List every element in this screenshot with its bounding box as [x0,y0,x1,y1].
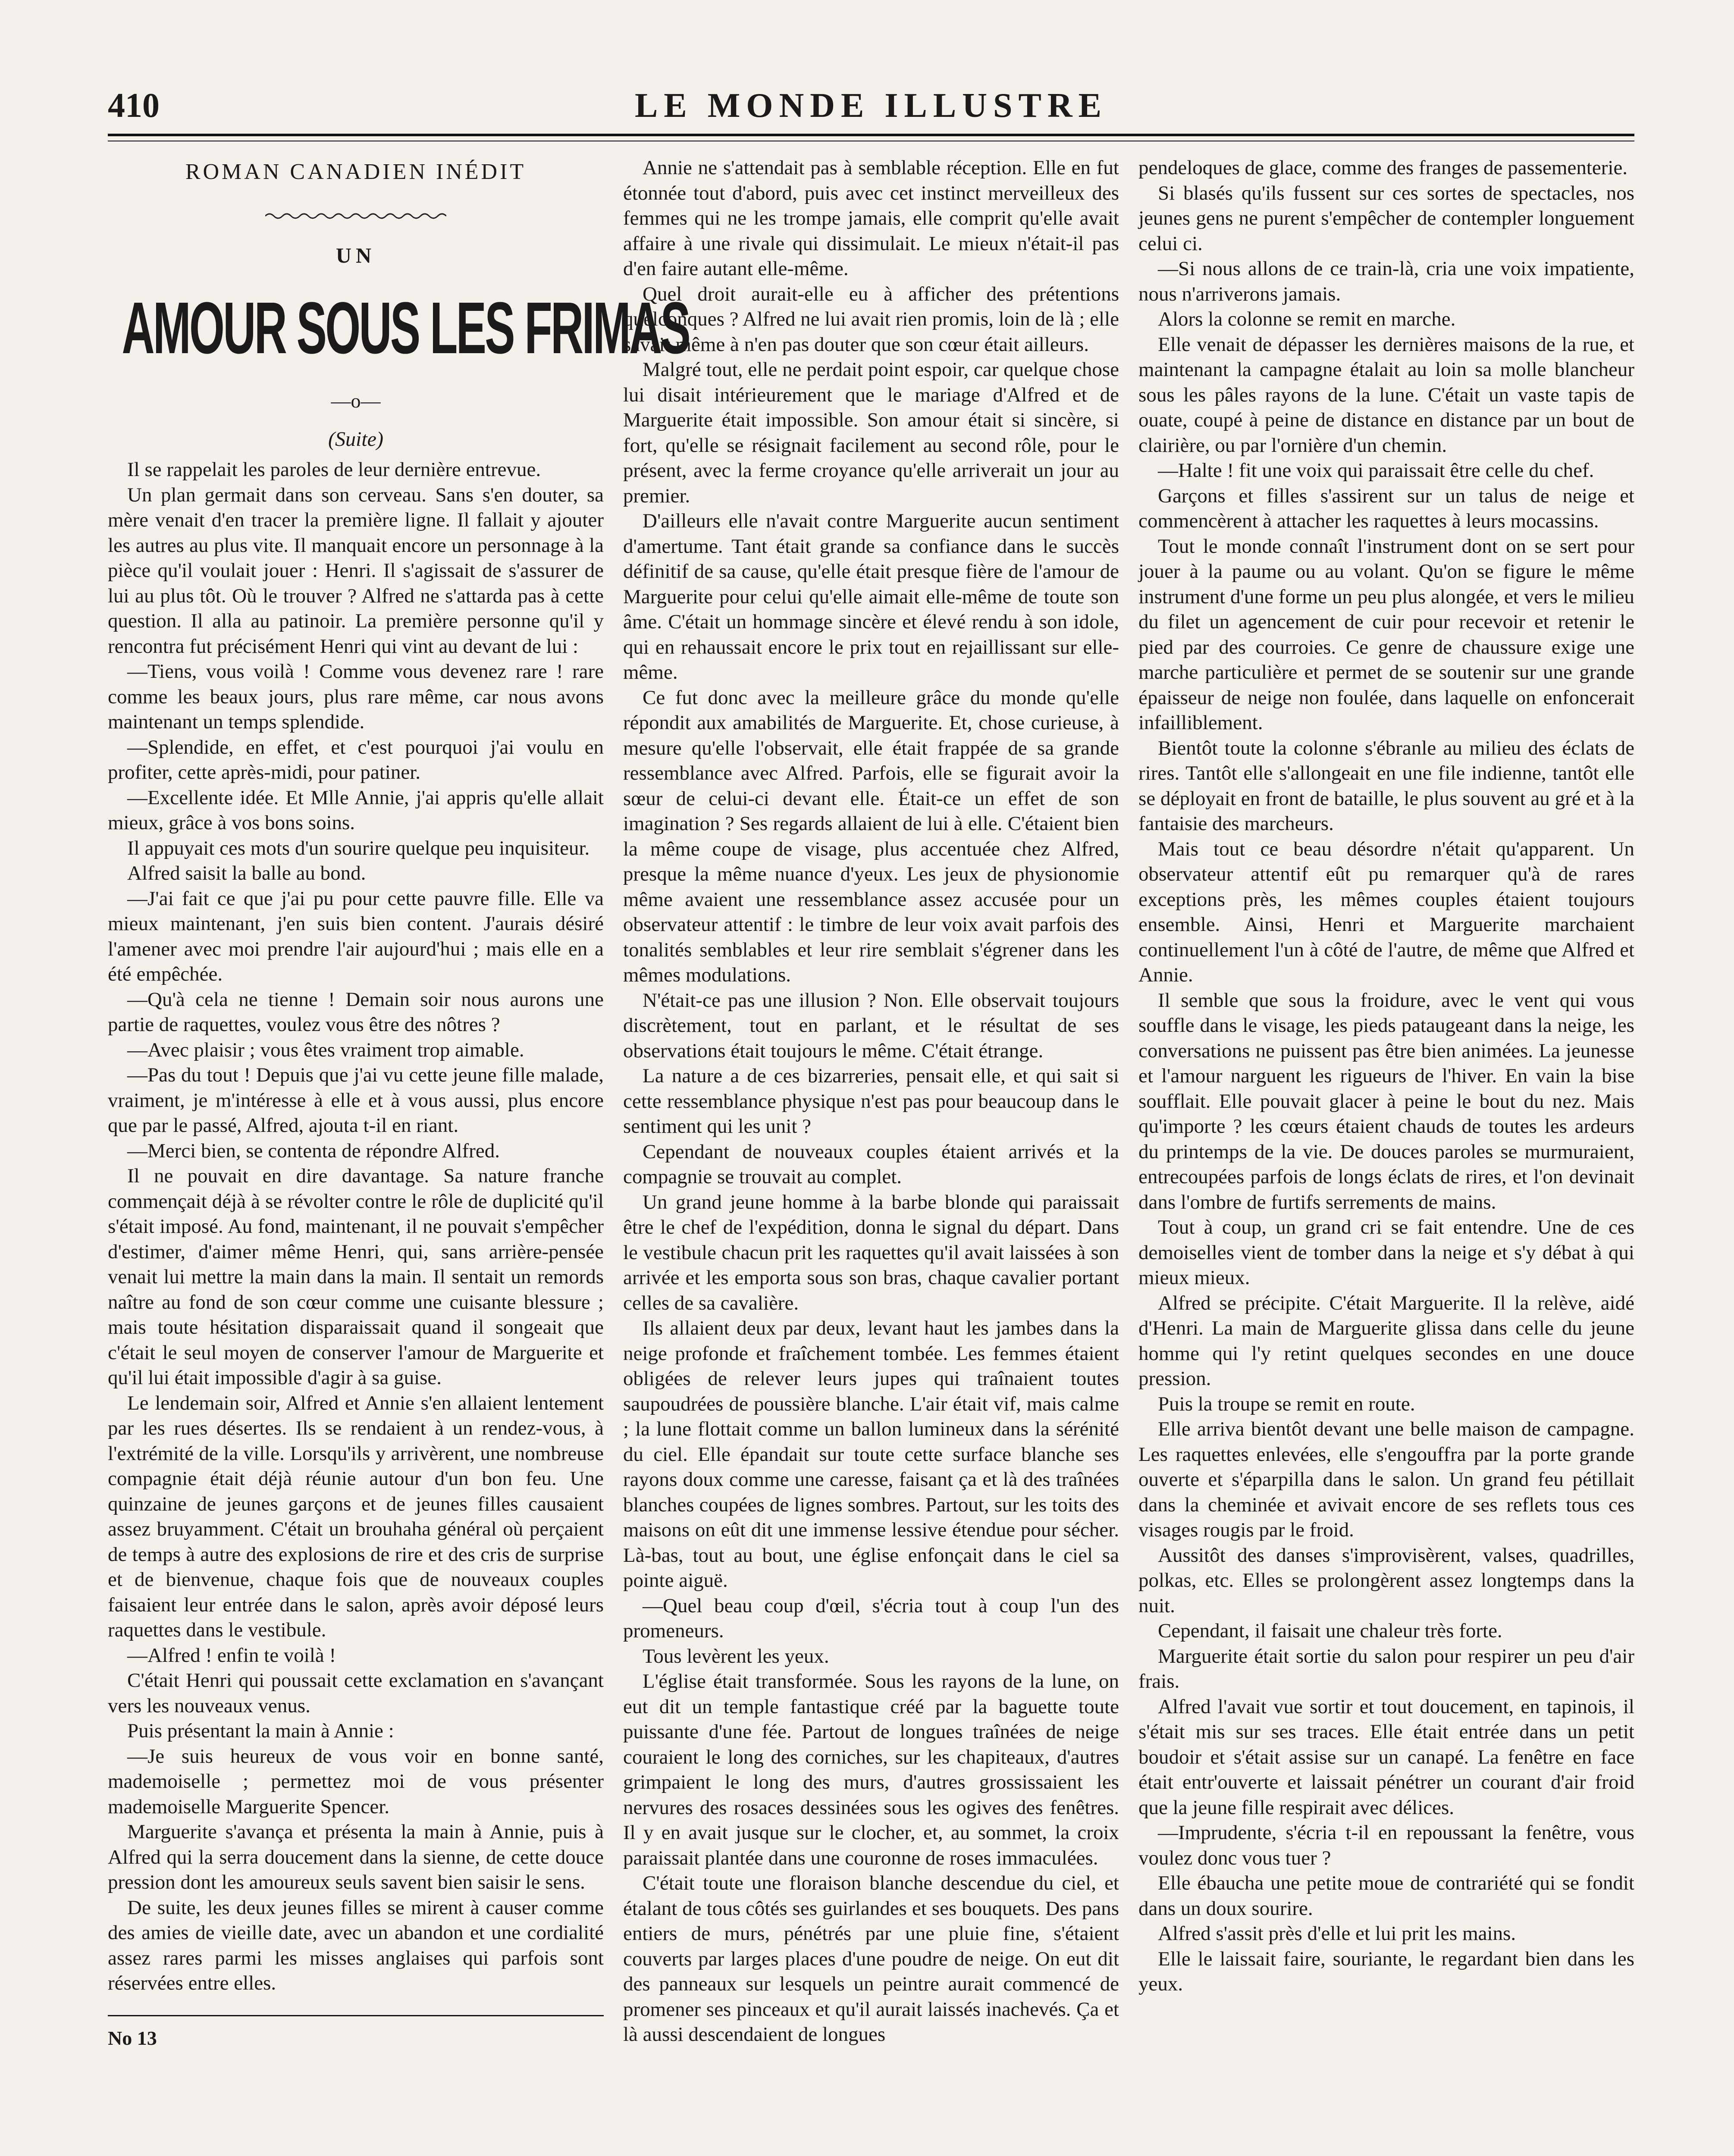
paragraph: —Tiens, vous voilà ! Comme vous devenez rare ! rare comme les beaux jours, plus rare même, car nous avons maintenant un temps splendide. [108,660,604,733]
paragraph: —Pas du tout ! Depuis que j'ai vu cette jeune fille malade, vraiment, je m'intéresse à elle et à vous aussi, plus encore que par le passé, Alfred, ajouta t-il en riant. [108,1064,604,1137]
paragraph: L'église était transformée. Sous les rayons de la lune, on eut dit un temple fantastique créé par la baguette toute puissante d'une fée. Partout de longues traînées de neige couraient le long des corniches, sur les chapiteaux, d'autres grimpaient le long des murs, d'autres grossissaient les nervures des rosaces dessinées sous les ogives des fenêtres. Il y en avait jusque sur le clocher, et, au sommet, la croix paraissait plantée dans une couronne de roses immaculées. [623,1670,1119,1869]
paragraph: Ils allaient deux par deux, levant haut les jambes dans la neige profonde et fraîchement tombée. Les femmes étaient obligées de relever leurs jupes qui traînaient toutes saupoudrées de poussière blanche. L'air était vif, mais calme ; la lune flottait comme un ballon lumineux dans la sérénité du ciel. Elle épandait sur toute cette surface blanche ses rayons doux comme une caresse, faisant ça et là des traînées blanches coupées de lignes sombres. Partout, sur les toits des maisons on eût dit une immense lessive étendue pour sécher. Là-bas, tout au bout, une église enfonçait dans le ciel sa pointe aiguë. [623,1317,1119,1592]
paragraph: —Quel beau coup d'œil, s'écria tout à coup l'un des promeneurs. [623,1594,1119,1642]
paragraph: Le lendemain soir, Alfred et Annie s'en allaient lentement par les rues désertes. Ils se rendaient à un rendez-vous, à l'extrémité de la ville. Lorsqu'ils y arrivèrent, une nombreuse compagnie était déjà réunie autour d'un bon feu. Une quinzaine de jeunes garçons et de jeunes filles causaient assez bruyamment. C'était un brouhaha général où perçaient de temps à autre des explosions de rire et des cris de surprise et de bienvenue, chaque fois que de nouveaux couples faisaient leur entrée dans le salon, après avoir déposé leurs raquettes dans le vestibule. [108,1391,604,1641]
story-title: AMOUR SOUS LES FRIMAS [122,287,690,369]
paragraph: Cependant, il faisait une chaleur très forte. [1158,1620,1502,1642]
paragraph: —Avec plaisir ; vous êtes vraiment trop aimable. [127,1038,524,1061]
wavy-divider [265,211,446,221]
paragraph: Il appuyait ces mots d'un sourire quelque peu inquisiteur. [127,837,590,859]
paragraph: Annie ne s'attendait pas à semblable réception. Elle en fut étonnée tout d'abord, puis avec cet instinct merveilleux des femmes qui ne les trompe jamais, elle comprit qu'elle avait affaire à une rivale qui dissimulait. Le mieux n'était-il pas d'en faire autant elle-même. [623,157,1119,280]
paragraph: Bientôt toute la colonne s'ébranle au milieu des éclats de rires. Tantôt elle s'allongeait en une file indienne, tantôt elle se déployait en front de bataille, le plus souvent au gré et à la fantaisie des marcheurs. [1138,736,1634,835]
paragraph: —Excellente idée. Et Mlle Annie, j'ai appris qu'elle allait mieux, grâce à vos bons soins. [108,786,604,834]
paragraph: —Je suis heureux de vous voir en bonne santé, mademoiselle ; permettez moi de vous présenter mademoiselle Marguerite Spencer. [108,1745,604,1818]
column-3-text [1138,155,1634,1997]
paragraph: Il se rappelait les paroles de leur dernière entrevue. [127,458,541,481]
column-2-text [623,155,1119,2047]
page-header [108,86,1634,138]
kicker: ROMAN CANADIEN INÉDIT [185,160,527,184]
paragraph: C'était toute une floraison blanche descendue du ciel, et étalant de tous côtés ses guirlandes et ses bouquets. Des pans entiers de murs, pénétrés par une pluie fine, s'étaient couverts par larges places d'une poudre de neige. On eut dit des panneaux sur lesquels un peintre aurait commencé de promener ses pinceaux et qu'il aurait laissés inachevés. Ça et là aussi descendaient de longues [623,1872,1119,2046]
paragraph: Alors la colonne se remit en marche. [1158,308,1456,330]
paragraph: La nature a de ces bizarreries, pensait elle, et qui sait si cette ressemblance physique n'est pas pour beaucoup dans le sentiment qui les unit ? [623,1065,1119,1138]
suite-label: (Suite) [328,427,383,451]
paragraph: Il ne pouvait en dire davantage. Sa nature franche commençait déjà à se révolter contre le rôle de duplicité qu'il s'était imposé. Au fond, maintenant, il ne pouvait s'empêcher d'estimer, d'aimer même Henri, qui, sans arrière-pensée venait lui mettre la main dans la main. Il sentait un remords naître au fond de son cœur comme une cuisante blessure ; mais toute hésitation disparaissait quand il songeait que c'était le seul moyen de conserver l'amour de Marguerite et qu'il lui était impossible d'agir à sa guise. [108,1165,604,1389]
paragraph: Mais tout ce beau désordre n'était qu'apparent. Un observateur attentif eût pu remarquer qu'à de rares exceptions près, les mêmes couples étaient toujours ensemble. Ainsi, Henri et Marguerite marchaient continuellement l'un à côté de l'autre, de même que Alfred et Annie. [1138,837,1634,986]
paragraph: Alfred s'assit près d'elle et lui prit les mains. [1158,1922,1516,1945]
masthead: LE MONDE ILLUSTRE [635,87,1107,125]
paragraph: Garçons et filles s'assirent sur un talus de neige et commencèrent à attacher les raquettes à leurs mocassins. [1138,484,1634,532]
paragraph: Tous levèrent les yeux. [643,1645,829,1667]
title-separator: —o— [331,390,381,412]
paragraph: D'ailleurs elle n'avait contre Marguerite aucun sentiment d'amertume. Tant était grande sa confiance dans le succès définitif de sa cause, qu'elle était presque fière de l'amour de Marguerite pour celui qu'elle aimait elle-même de toute son âme. C'était un hommage sincère et élevé rendu à son idole, qui en rehaussait encore le prix tout en rejaillissant sur elle-même. [623,510,1119,683]
paragraph: Ce fut donc avec la meilleure grâce du monde qu'elle répondit aux amabilités de Marguerite. Et, chose curieuse, à mesure qu'elle l'observait, elle était frappée de sa grande ressemblance avec Alfred. Parfois, elle se figurait avoir la sœur de celui-ci devant elle. Était-ce un effet de son imagination ? Ses regards allaient de lui à elle. C'étaient bien la même coupe de visage, plus accentuée chez Alfred, presque la même nuance d'yeux. Les jeux de physionomie même avaient une ressemblance assez accusée pour un observateur attentif : le timbre de leur voix avait parfois des tonalités semblables et leur rire semblait s'égrener dans les mêmes modulations. [623,686,1119,986]
paragraph: Alfred se précipite. C'était Marguerite. Il la relève, aidé d'Henri. La main de Marguerite glissa dans celle du jeune homme qui l'y retint quelques secondes en une douce pression. [1138,1291,1634,1390]
column-1-text [108,457,604,1996]
paragraph: Quel droit aurait-elle eu à afficher des prétentions quelconques ? Alfred ne lui avait rien promis, loin de là ; elle savait même à n'en pas douter que son cœur était ailleurs. [623,282,1119,356]
issue-number: No 13 [108,2027,157,2049]
column-1 [108,155,690,2051]
title-prefix: UN [336,243,376,267]
paragraph: Si blasés qu'ils fussent sur ces sortes de spectacles, nos jeunes gens ne purent s'empêcher de contempler longuement celui ci. [1138,182,1634,255]
paragraph: —Qu'à cela ne tienne ! Demain soir nous aurons une partie de raquettes, voulez vous être des nôtres ? [108,988,604,1036]
column-footer-rule [108,2015,604,2016]
paragraph: Elle arriva bientôt devant une belle maison de campagne. Les raquettes enlevées, elle s'engouffra par la porte grande ouverte et s'éparpilla dans le salon. Un grand feu pétillait dans la cheminée et avivait encore de ses reflets tous ces visages rougis par le froid. [1138,1418,1634,1541]
paragraph: Alfred saisit la balle au bond. [127,862,366,884]
paragraph: C'était Henri qui poussait cette exclamation en s'avançant vers les nouveaux venus. [108,1669,604,1717]
paragraph: —J'ai fait ce que j'ai pu pour cette pauvre fille. Elle va mieux maintenant, j'en suis bien content. J'aurais désiré l'amener avec moi prendre l'air aujourd'hui ; mais elle en a été empêchée. [108,887,604,985]
paragraph: Elle le laissait faire, souriante, le regardant bien dans les yeux. [1138,1947,1634,1995]
paragraph: —Imprudente, s'écria t-il en repoussant la fenêtre, vous voulez donc vous tuer ? [1138,1821,1634,1869]
paragraph: pendeloques de glace, comme des franges de passementerie. [1138,157,1628,179]
paragraph: Puis présentant la main à Annie : [127,1720,394,1742]
column-2 [623,155,1119,2047]
paragraph: Alfred l'avait vue sortir et tout doucement, en tapinois, il s'était mis sur ses traces. Elle était entrée dans un petit boudoir et s'était assise sur un canapé. La fenêtre en face était entr'ouverte et laissait pénétrer un courant d'air froid que la jeune fille respirait avec délices. [1138,1695,1634,1819]
paragraph: Un grand jeune homme à la barbe blonde qui paraissait être le chef de l'expédition, donna le signal du départ. Dans le vestibule chacun prit les raquettes qu'il avait laissées à son arrivée et les emporta sous son bras, chaque cavalier portant celles de sa cavalière. [623,1191,1119,1314]
paragraph: Cependant de nouveaux couples étaient arrivés et la compagnie se trouvait au complet. [623,1140,1119,1188]
paragraph: Marguerite s'avança et présenta la main à Annie, puis à Alfred qui la serra doucement dans la sienne, de cette douce pression dont les amoureux seuls savent bien saisir le sens. [108,1821,604,1893]
paragraph: Puis la troupe se remit en route. [1158,1392,1415,1415]
paragraph: —Splendide, en effet, et c'est pourquoi j'ai voulu en profiter, cette après-midi, pour patiner. [108,736,604,783]
paragraph: Elle ébaucha une petite moue de contrariété qui se fondit dans un doux sourire. [1138,1872,1634,1920]
paragraph: Malgré tout, elle ne perdait point espoir, car quelque chose lui disait intérieurement que le mariage d'Alfred et de Marguerite était impossible. Son amour était si sincère, si fort, qu'elle se résignait facilement au second rôle, pour le présent, avec la ferme croyance qu'elle arriverait un jour au premier. [623,358,1119,507]
header-rule-thick [108,134,1634,136]
paragraph: —Merci bien, se contenta de répondre Alfred. [127,1139,500,1162]
paragraph: —Alfred ! enfin te voilà ! [127,1644,336,1667]
paragraph: De suite, les deux jeunes filles se mirent à causer comme des amies de vieille date, avec un abandon et une cordialité assez rares parmi les misses anglaises qui parfois sont réservées entre elles. [108,1896,604,1994]
paragraph: —Halte ! fit une voix qui paraissait être celle du chef. [1158,459,1594,482]
paragraph: Marguerite était sortie du salon pour respirer un peu d'air frais. [1138,1645,1634,1692]
page-number: 410 [108,87,160,125]
paragraph: Tout le monde connaît l'instrument dont on se sert pour jouer à la paume ou au volant. Qu'on se figure le même instrument d'une forme un peu plus alongée, et vers le milieu du filet un agencement de cuir pour recevoir et retenir le pied par des courroies. Ce genre de chaussure exige une marche particulière et permet de se soutenir sur une grande épaisseur de neige non foulée, dans laquelle on enfoncerait infailliblement. [1138,535,1634,734]
paragraph: Tout à coup, un grand cri se fait entendre. Une de ces demoiselles vient de tomber dans la neige et s'y débat à qui mieux mieux. [1138,1216,1634,1289]
paragraph: N'était-ce pas une illusion ? Non. Elle observait toujours discrètement, tout en parlant, et le résultat de ses observations était toujours le même. C'était étrange. [623,989,1119,1062]
paragraph: Elle venait de dépasser les dernières maisons de la rue, et maintenant la campagne étalait au loin sa molle blancheur sous les pâles rayons de la lune. C'était un vaste tapis de ouate, coupé à peine de distance en distance par un bout de clairière, ou par l'ornière d'un chemin. [1138,333,1634,457]
paragraph: Il semble que sous la froidure, avec le vent qui vous souffle dans le visage, les pieds pataugeant dans la neige, les conversations ne puissent pas être bien animées. La jeunesse et l'amour narguent les rigueurs de l'hiver. En vain la bise soufflait. Elle pouvait glacer à peine le bout du nez. Mais qu'importe ? les cœurs étaient chauds de toutes les ardeurs du printemps de la vie. De douces paroles se murmuraient, entrecoupées parfois de longs éclats de rires, et l'on devinait dans l'ombre de furtifs serrements de mains. [1138,989,1634,1213]
paragraph: Un plan germait dans son cerveau. Sans s'en douter, sa mère venait d'en tracer la première ligne. Il fallait y ajouter les autres au plus vite. Il manquait encore un personnage à la pièce qu'il voulait jouer : Henri. Il s'agissait de s'assurer de lui au plus tôt. Où le trouver ? Alfred ne s'attarda pas à cette question. Il alla au patinoir. La première personne qu'il y rencontra fut précisément Henri qui vint au devant de lui : [108,483,604,658]
paragraph: —Si nous allons de ce train-là, cria une voix impatiente, nous n'arriverons jamais. [1138,257,1634,305]
column-3 [1138,155,1634,1997]
paragraph: Aussitôt des danses s'improvisèrent, valses, quadrilles, polkas, etc. Elles se prolongèrent assez longtemps dans la nuit. [1138,1544,1634,1617]
